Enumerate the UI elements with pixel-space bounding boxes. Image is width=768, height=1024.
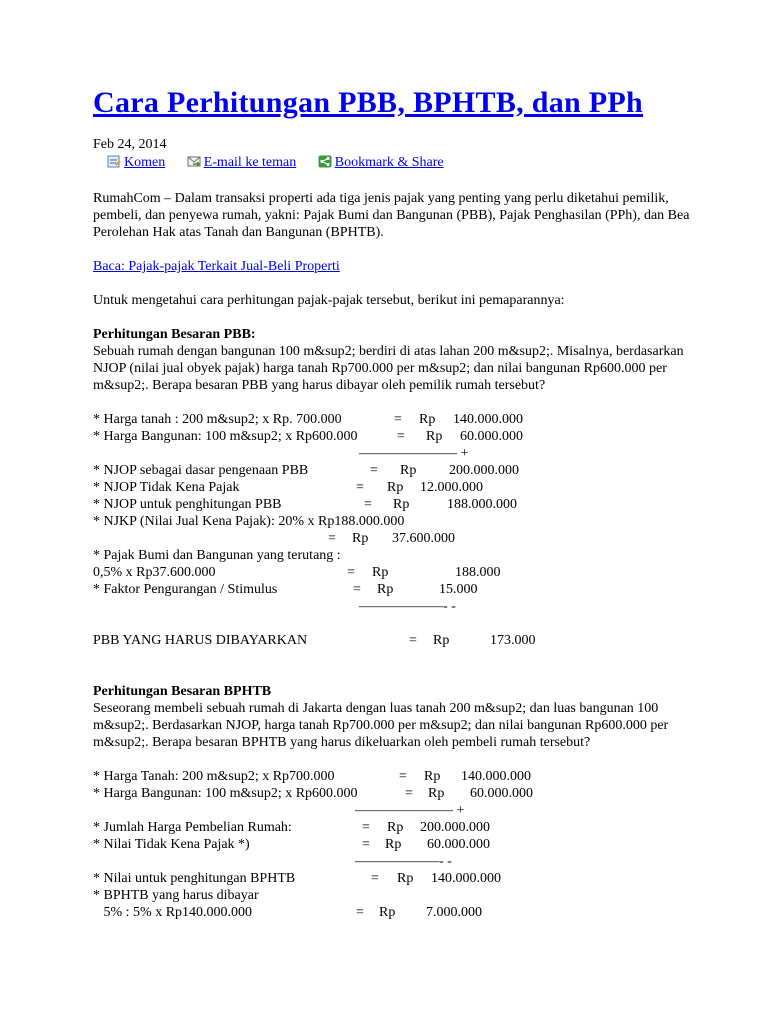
bphtb-eq: =	[356, 905, 364, 920]
bphtb-row	[93, 836, 693, 853]
pbb-eq: =	[328, 531, 336, 546]
bphtb-value: 140.000.000	[461, 769, 531, 784]
bphtb-rp: Rp	[379, 905, 396, 920]
pbb-rp: Rp	[387, 480, 404, 495]
pbb-row	[93, 513, 693, 530]
pbb-rp: Rp	[419, 412, 436, 427]
bphtb-row	[93, 785, 693, 802]
pbb-label: 0,5% x Rp37.600.000	[93, 565, 216, 580]
pbb-value: 15.000	[439, 582, 478, 597]
pbb-description: Sebuah rumah dengan bangunan 100 m&sup2; berdiri di atas lahan 200 m&sup2;. Misalnya, berdasarkan NJOP (nilai jual obyek pajak) harga tanah Rp700.000 per m&sup2; dan nilai bangunan Rp600.000 per m&sup2;. Berapa besaran PBB yang harus dibayar oleh pemilik rumah tersebut?	[93, 344, 684, 393]
bphtb-row	[93, 802, 693, 819]
share-bar	[107, 155, 462, 171]
bphtb-label: * BPHTB yang harus dibayar	[93, 888, 259, 903]
pbb-value: 188.000.000	[447, 497, 517, 512]
pbb-rp: Rp	[372, 565, 389, 580]
bphtb-rp: Rp	[424, 769, 441, 784]
pbb-rp: Rp	[426, 429, 443, 444]
pbb-row	[93, 564, 693, 581]
bphtb-value: ——————- -	[355, 854, 452, 869]
pbb-eq: =	[347, 565, 355, 580]
bphtb-row	[93, 904, 693, 921]
read-more-link[interactable]: Baca: Pajak-pajak Terkait Jual-Beli Properti	[93, 259, 340, 274]
bphtb-heading: Perhitungan Besaran BPHTB	[93, 684, 272, 699]
pbb-label: * NJOP sebagai dasar pengenaan PBB	[93, 463, 309, 478]
email-forward-icon	[187, 155, 201, 168]
bphtb-row	[93, 870, 693, 887]
pbb-value: 188.000	[455, 565, 501, 580]
email-link[interactable]: E-mail ke teman	[203, 155, 297, 170]
comment-icon	[107, 155, 121, 168]
pbb-row	[93, 428, 693, 445]
bphtb-value: 60.000.000	[427, 837, 490, 852]
bphtb-row	[93, 768, 693, 785]
pbb-row	[93, 547, 693, 564]
bphtb-row	[93, 853, 693, 870]
lead-paragraph: Untuk mengetahui cara perhitungan pajak-pajak tersebut, berikut ini pemaparannya:	[93, 293, 565, 308]
pbb-row	[93, 496, 693, 513]
bphtb-value: ——————— +	[355, 803, 465, 818]
pbb-label: * Harga tanah : 200 m&sup2; x Rp. 700.000	[93, 412, 342, 427]
pbb-eq: =	[397, 429, 405, 444]
bphtb-description: Seseorang membeli sebuah rumah di Jakarta dengan luas tanah 200 m&sup2; dan luas bangunan 100 m&sup2;. Berdasarkan NJOP, harga tanah Rp700.000 per m&sup2; dan nilai bangunan Rp600.000 per m&sup2;. Berapa besaran BPHTB yang harus dikeluarkan oleh pembeli rumah tersebut?	[93, 701, 669, 750]
pbb-rp: Rp	[393, 497, 410, 512]
bphtb-label: * Nilai Tidak Kena Pajak *)	[93, 837, 250, 852]
bphtb-row	[93, 819, 693, 836]
pbb-row	[93, 445, 693, 462]
pbb-rp: Rp	[377, 582, 394, 597]
pbb-label: * NJOP Tidak Kena Pajak	[93, 480, 240, 495]
bphtb-value: 200.000.000	[420, 820, 490, 835]
pbb-total-row	[93, 632, 693, 649]
bphtb-label: * Jumlah Harga Pembelian Rumah:	[93, 820, 292, 835]
bphtb-label: 5% : 5% x Rp140.000.000	[93, 905, 253, 920]
bphtb-eq: =	[371, 871, 379, 886]
pbb-eq: =	[364, 497, 372, 512]
pbb-total-value: 173.000	[490, 633, 536, 648]
pbb-heading: Perhitungan Besaran PBB:	[93, 327, 256, 342]
bphtb-eq: =	[362, 820, 370, 835]
pbb-total-eq: =	[409, 633, 417, 648]
pbb-row	[93, 581, 693, 598]
bphtb-eq: =	[399, 769, 407, 784]
bphtb-value: 140.000.000	[431, 871, 501, 886]
pbb-row	[93, 462, 693, 479]
pbb-value: 37.600.000	[392, 531, 455, 546]
bphtb-value: 7.000.000	[426, 905, 482, 920]
pbb-label: * Faktor Pengurangan / Stimulus	[93, 582, 278, 597]
share-icon	[318, 155, 332, 168]
pbb-eq: =	[370, 463, 378, 478]
pbb-value: 60.000.000	[460, 429, 523, 444]
pbb-calculation	[93, 411, 693, 615]
bphtb-eq: =	[405, 786, 413, 801]
bphtb-rp: Rp	[387, 820, 404, 835]
bphtb-rp: Rp	[385, 837, 402, 852]
bphtb-value: 60.000.000	[470, 786, 533, 801]
bphtb-row	[93, 887, 693, 904]
bphtb-label: * Harga Tanah: 200 m&sup2; x Rp700.000	[93, 769, 335, 784]
pbb-row	[93, 411, 693, 428]
bphtb-label: * Harga Bangunan: 100 m&sup2; x Rp600.000	[93, 786, 358, 801]
comment-item[interactable]	[107, 155, 165, 171]
intro-paragraph: RumahCom – Dalam transaksi properti ada tiga jenis pajak yang penting yang perlu diketahui pemilik, pembeli, dan penyewa rumah, yakni: Pajak Bumi dan Bangunan (PBB), Pajak Penghasilan (PPh), dan Bea Perolehan Hak atas Tanah dan Bangunan (BPHTB).	[93, 191, 690, 240]
pbb-label: * NJKP (Nilai Jual Kena Pajak): 20% x Rp188.000.000	[93, 514, 405, 529]
pbb-label: * Harga Bangunan: 100 m&sup2; x Rp600.000	[93, 429, 358, 444]
pbb-value: ——————- -	[359, 599, 456, 614]
pbb-label: * Pajak Bumi dan Bangunan yang terutang :	[93, 548, 341, 563]
article-title[interactable]: Cara Perhitungan PBB, BPHTB, dan PPh	[93, 86, 644, 119]
bphtb-rp: Rp	[397, 871, 414, 886]
pbb-value: 12.000.000	[420, 480, 483, 495]
bookmark-item[interactable]	[318, 155, 444, 171]
pbb-eq: =	[356, 480, 364, 495]
bphtb-label: * Nilai untuk penghitungan BPHTB	[93, 871, 296, 886]
pbb-label: * NJOP untuk penghitungan PBB	[93, 497, 282, 512]
pbb-total-rp: Rp	[433, 633, 450, 648]
bookmark-link[interactable]: Bookmark & Share	[334, 155, 444, 170]
article-date: Feb 24, 2014	[93, 137, 167, 152]
pbb-eq: =	[394, 412, 402, 427]
pbb-total-label: PBB YANG HARUS DIBAYARKAN	[93, 633, 308, 648]
bphtb-rp: Rp	[428, 786, 445, 801]
bphtb-calculation	[93, 768, 693, 921]
pbb-rp: Rp	[400, 463, 417, 478]
pbb-rp: Rp	[352, 531, 369, 546]
pbb-eq: =	[353, 582, 361, 597]
pbb-value: 200.000.000	[449, 463, 519, 478]
bphtb-eq: =	[362, 837, 370, 852]
pbb-value: 140.000.000	[453, 412, 523, 427]
article-body	[93, 190, 693, 921]
email-item[interactable]	[187, 155, 297, 171]
pbb-row	[93, 598, 693, 615]
pbb-row	[93, 479, 693, 496]
pbb-row	[93, 530, 693, 547]
pbb-value: ——————— +	[359, 446, 469, 461]
comment-link[interactable]: Komen	[124, 155, 166, 170]
